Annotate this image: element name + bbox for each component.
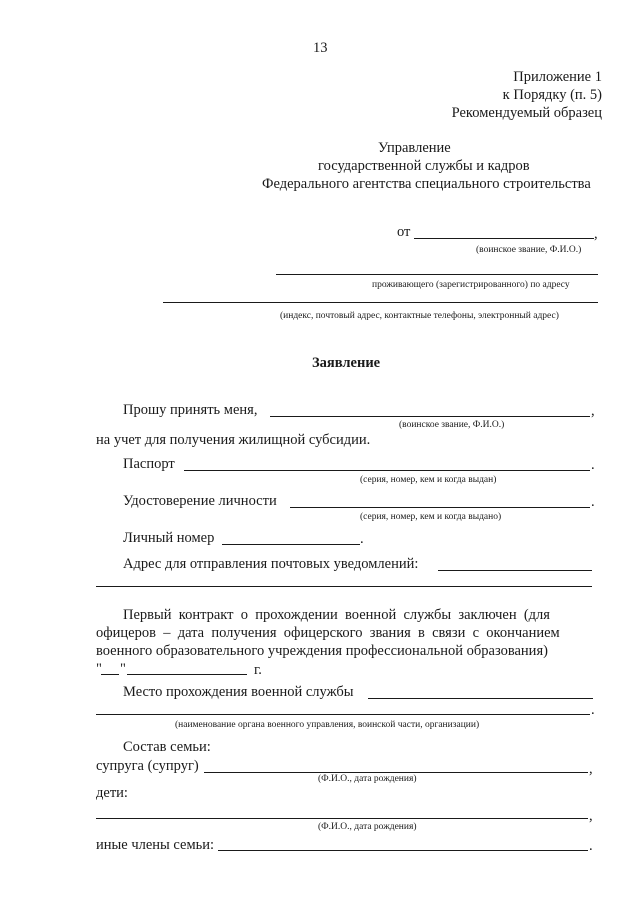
passport-caption: (серия, номер, кем и когда выдан) <box>360 475 497 485</box>
passport-label: Паспорт <box>123 456 175 472</box>
id-card-label: Удостоверение личности <box>123 493 277 509</box>
spouse-label: супруга (супруг) <box>96 758 199 774</box>
appendix-line-1: Приложение 1 <box>513 69 602 85</box>
mail-address-label: Адрес для отправления почтовых уведомлений: <box>123 556 419 572</box>
personal-number-line[interactable] <box>222 544 360 545</box>
from-line-2[interactable] <box>276 274 598 275</box>
service-place-line-1[interactable] <box>368 698 593 699</box>
date-day-line[interactable] <box>101 674 119 675</box>
request-comma: , <box>591 403 595 419</box>
service-place-period: . <box>591 702 595 718</box>
spouse-line[interactable] <box>204 772 588 773</box>
request-purpose: на учет для получения жилищной субсидии. <box>96 432 371 448</box>
id-card-caption: (серия, номер, кем и когда выдано) <box>360 512 502 522</box>
id-card-line[interactable] <box>290 507 590 508</box>
request-label: Прошу принять меня, <box>123 402 258 418</box>
other-members-line[interactable] <box>218 850 588 851</box>
date-year-suffix: г. <box>254 662 262 678</box>
family-label: Состав семьи: <box>123 739 211 755</box>
children-caption: (Ф.И.О., дата рождения) <box>318 822 417 832</box>
other-members-period: . <box>589 838 593 854</box>
children-line[interactable] <box>96 818 588 819</box>
page-number: 13 <box>313 40 328 56</box>
address-line[interactable] <box>163 302 598 303</box>
request-caption: (воинское звание, Ф.И.О.) <box>399 420 505 430</box>
children-comma: , <box>589 808 593 824</box>
date-month-year-line[interactable] <box>127 674 247 675</box>
date-quote-open: " <box>96 661 102 677</box>
from-label: от <box>397 224 411 240</box>
contract-line-3: военного образовательного учреждения профессиональной образования) <box>96 643 548 659</box>
service-place-caption: (наименование органа военного управления, воинской части, организации) <box>175 720 480 730</box>
date-quote-close: " <box>120 661 126 677</box>
from-name-line[interactable] <box>414 238 594 239</box>
other-members-label: иные члены семьи: <box>96 837 215 853</box>
passport-line[interactable] <box>184 470 590 471</box>
mail-address-line-2[interactable] <box>96 586 592 587</box>
passport-period: . <box>591 457 595 473</box>
service-place-label: Место прохождения военной службы <box>123 684 354 700</box>
addressee-line-2: государственной службы и кадров <box>318 158 530 174</box>
spouse-comma: , <box>589 761 593 777</box>
appendix-line-2: к Порядку (п. 5) <box>502 87 602 103</box>
mail-address-line-1[interactable] <box>438 570 592 571</box>
appendix-line-3: Рекомендуемый образец <box>451 105 602 121</box>
spouse-caption: (Ф.И.О., дата рождения) <box>318 774 417 784</box>
personal-number-period: . <box>360 531 364 547</box>
personal-number-label: Личный номер <box>123 530 215 546</box>
request-name-line[interactable] <box>270 416 590 417</box>
from-comma: , <box>594 226 598 242</box>
from-rank-caption: (воинское звание, Ф.И.О.) <box>476 245 582 255</box>
document-title: Заявление <box>312 355 381 371</box>
contract-line-2: офицеров – дата получения офицерского звания в связи с окончанием <box>96 625 560 641</box>
address-caption: (индекс, почтовый адрес, контактные телефоны, электронный адрес) <box>280 311 559 321</box>
id-card-period: . <box>591 494 595 510</box>
contract-line-1: Первый контракт о прохождении военной службы заключен (для <box>123 607 550 623</box>
addressee-line-3: Федерального агентства специального строительства <box>262 176 591 192</box>
children-label: дети: <box>96 785 128 801</box>
addressee-line-1: Управление <box>378 140 451 156</box>
service-place-line-2[interactable] <box>96 714 590 715</box>
residing-caption: проживающего (зарегистрированного) по адресу <box>372 280 570 290</box>
